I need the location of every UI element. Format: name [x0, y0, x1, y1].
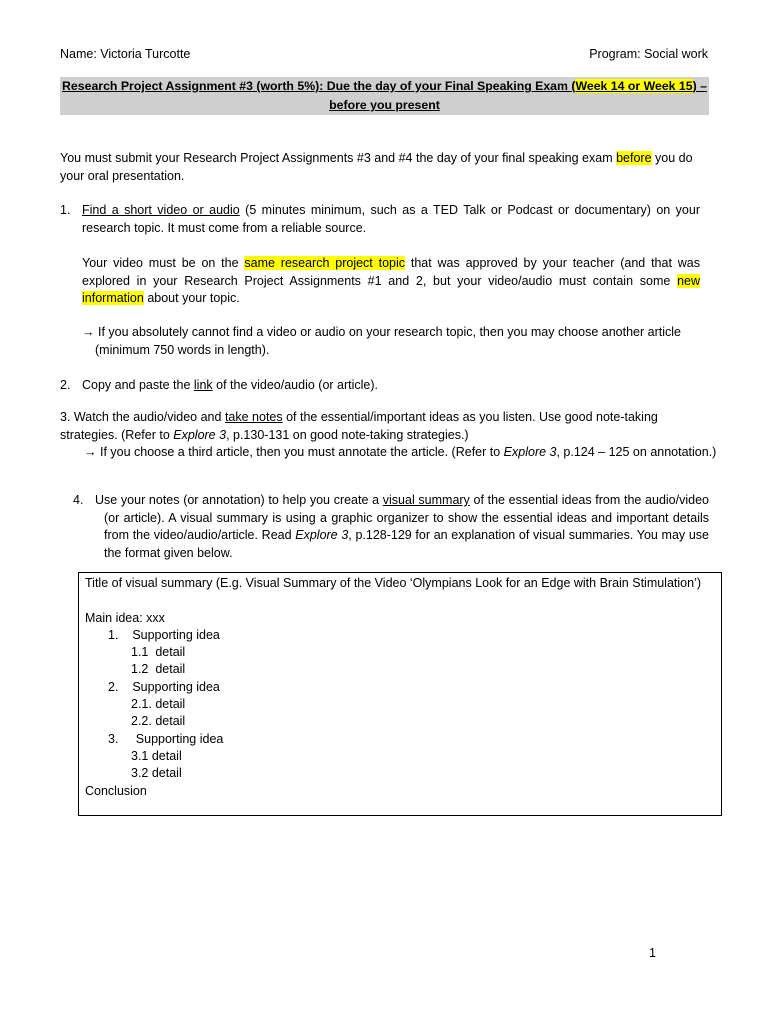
detail-2-1: 2.1. detail — [131, 697, 186, 711]
item-2-text: Copy and paste the link of the video/audio (or article). — [82, 378, 379, 392]
program-label: Program: Social work — [589, 47, 708, 61]
arrow-right-icon: → — [84, 445, 97, 459]
detail-2-2: 2.2. detail — [131, 714, 186, 728]
item-4-number: 4. — [73, 493, 84, 507]
summary-conclusion: Conclusion — [85, 784, 147, 798]
student-name: Name: Victoria Turcotte — [60, 47, 191, 61]
item-3-text: 3. Watch the audio/video and take notes of the essential/important ideas as you listen. Use good note-taking strategies. (Refer to Explore 3, p.130-131 on good note-taking strategies.) — [60, 410, 658, 442]
item-1-number: 1. — [60, 203, 71, 217]
item-1-text: Find a short video or audio (5 minutes minimum, such as a TED Talk or Podcast or documentary) on your research topic. It must come from a reliable source. — [82, 203, 700, 235]
assignment-banner — [60, 77, 709, 115]
item-4-text: Use your notes (or annotation) to help you create a visual summary of the essential ideas from the audio/video (or article). A visual summary is using a graphic organizer to show the essential ideas and important details from the video/audio/article. Read Explore 3, p.128-129 for an explanation of visual summaries. You may use the format given below. — [95, 493, 709, 560]
summary-main-idea: Main idea: xxx — [85, 611, 165, 625]
visual-summary-box — [78, 572, 722, 816]
detail-3-2: 3.2 detail — [131, 766, 182, 780]
supporting-idea-2: 2. Supporting idea — [108, 680, 220, 694]
detail-1-2: 1.2 detail — [131, 662, 186, 676]
detail-3-1: 3.1 detail — [131, 749, 182, 763]
banner-line-2: before you present — [329, 98, 440, 112]
supporting-idea-1: 1. Supporting idea — [108, 628, 220, 642]
item-2-number: 2. — [60, 378, 71, 392]
page-number: 1 — [649, 946, 656, 960]
banner-line-1: Research Project Assignment #3 (worth 5%): Due the day of your Final Speaking Exam (Week 14 or Week 15) – — [62, 79, 707, 93]
arrow-right-icon: → — [82, 325, 95, 339]
supporting-idea-3: 3. Supporting idea — [108, 732, 224, 746]
item-1-paragraph-2: Your video must be on the same research project topic that was approved by your teacher (and that was explored in your Research Project Assignments #1 and 2, but your video/audio must contain some new information about your topic. — [82, 256, 700, 305]
summary-title: Title of visual summary (E.g. Visual Summary of the Video ‘Olympians Look for an Edge with Brain Stimulation’) — [85, 576, 702, 590]
detail-1-1: 1.1 detail — [131, 645, 186, 659]
item-1-note: → If you absolutely cannot find a video or audio on your research topic, then you may choose another article (minimum 750 words in length). — [82, 325, 681, 357]
intro-paragraph: You must submit your Research Project Assignments #3 and #4 the day of your final speaking exam before you do your oral presentation. — [60, 151, 693, 183]
find-video-link: Find a short video or audio — [82, 203, 240, 217]
item-3-subnote: → If you choose a third article, then you must annotate the article. (Refer to Explore 3, p.124 – 125 on annotation.) — [84, 445, 717, 459]
